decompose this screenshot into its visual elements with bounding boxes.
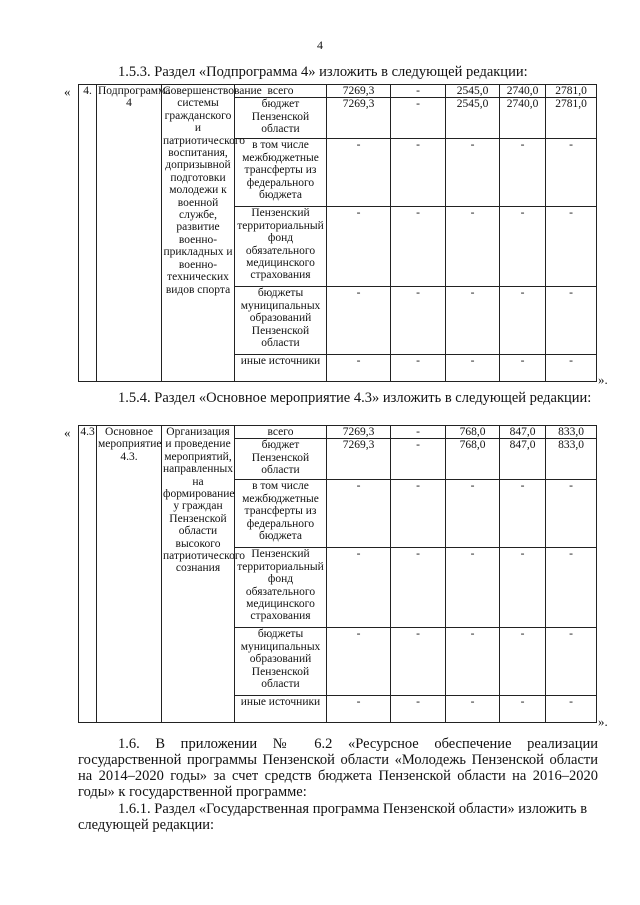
program-name: Основное мероприятие 4.3. (97, 426, 162, 723)
value-cell: - (500, 139, 546, 207)
value-cell: - (500, 480, 546, 548)
value-cell: 847,0 (500, 426, 546, 439)
value-cell: - (546, 628, 597, 696)
program-description: Совершенствование системы гражданского и патриотического воспитания, допризывной подготовки молодежи к военной службе, развитие военно-прикладных и военно-технических видов спорта (162, 85, 235, 355)
source-cell: Пензенский территориальный фонд обязательного медицинского страхования (235, 548, 327, 628)
value-cell: - (500, 548, 546, 628)
value-cell: 7269,3 (327, 85, 391, 98)
source-cell: иные источники (235, 696, 327, 723)
value-cell: 833,0 (546, 439, 597, 480)
value-cell: - (327, 696, 391, 723)
program-description: Организация и проведение мероприятий, направленных на формирование у граждан Пензенской области высокого патриотического сознания (162, 426, 235, 723)
value-cell: - (391, 628, 446, 696)
value-cell: - (500, 207, 546, 287)
value-cell: 7269,3 (327, 439, 391, 480)
value-cell: - (500, 696, 546, 723)
value-cell: - (391, 85, 446, 98)
row-number: 4. (79, 85, 97, 382)
paragraph-1-6: 1.6. В приложении № 6.2 «Ресурсное обеспечение реализации государственной программы Пензенской области «Молодежь Пензенской области на 2014–2020 годы» за счет средств бюджета Пензенской области на 2016–2020 годы» к государственной программе: (78, 736, 598, 800)
value-cell: - (546, 480, 597, 548)
value-cell: - (546, 287, 597, 355)
value-cell: 2781,0 (546, 85, 597, 98)
value-cell: - (391, 480, 446, 548)
source-cell: бюджет Пензенской области (235, 98, 327, 139)
page-number: 4 (317, 38, 323, 52)
value-cell: - (546, 139, 597, 207)
quote-open-1: « (64, 84, 71, 99)
value-cell: - (546, 355, 597, 382)
value-cell: 7269,3 (327, 426, 391, 439)
program-name: Подпрограмма 4 (97, 85, 162, 382)
source-cell: в том числе межбюджетные трансферты из федерального бюджета (235, 139, 327, 207)
value-cell: - (391, 426, 446, 439)
value-cell: 833,0 (546, 426, 597, 439)
source-cell: Пензенский территориальный фонд обязательного медицинского страхования (235, 207, 327, 287)
source-cell: всего (235, 426, 327, 439)
value-cell: - (391, 355, 446, 382)
value-cell: - (391, 696, 446, 723)
table-main-activity-4-3 (78, 425, 597, 723)
value-cell: 2545,0 (446, 85, 500, 98)
value-cell: 2740,0 (500, 85, 546, 98)
value-cell: 2781,0 (546, 98, 597, 139)
value-cell: - (327, 207, 391, 287)
value-cell: - (327, 548, 391, 628)
value-cell: - (446, 548, 500, 628)
value-cell: - (391, 139, 446, 207)
value-cell: - (446, 287, 500, 355)
value-cell: - (327, 139, 391, 207)
value-cell: - (391, 439, 446, 480)
source-cell: в том числе межбюджетные трансферты из федерального бюджета (235, 480, 327, 548)
quote-close-1: ». (598, 372, 608, 387)
heading-1-5-4: 1.5.4. Раздел «Основное мероприятие 4.3» изложить в следующей редакции: (118, 390, 592, 406)
value-cell: - (546, 207, 597, 287)
quote-close-2: ». (598, 714, 608, 729)
value-cell: - (446, 696, 500, 723)
value-cell: - (546, 548, 597, 628)
value-cell: - (327, 355, 391, 382)
value-cell: - (546, 696, 597, 723)
description-continuation (162, 355, 235, 382)
value-cell: - (446, 139, 500, 207)
value-cell: - (500, 287, 546, 355)
value-cell: - (327, 480, 391, 548)
value-cell: 847,0 (500, 439, 546, 480)
value-cell: - (391, 207, 446, 287)
source-cell: бюджеты муниципальных образований Пензенской области (235, 628, 327, 696)
heading-1-5-3: 1.5.3. Раздел «Подпрограмма 4» изложить в следующей редакции: (118, 64, 528, 80)
value-cell: 768,0 (446, 426, 500, 439)
value-cell: 7269,3 (327, 98, 391, 139)
value-cell: - (446, 207, 500, 287)
source-cell: иные источники (235, 355, 327, 382)
source-cell: всего (235, 85, 327, 98)
value-cell: - (327, 287, 391, 355)
row-number: 4.3 (79, 426, 97, 723)
value-cell: 2545,0 (446, 98, 500, 139)
paragraph-1-6-1: 1.6.1. Раздел «Государственная программа Пензенской области» изложить в следующей редакции: (78, 801, 588, 833)
value-cell: - (500, 355, 546, 382)
source-cell: бюджеты муниципальных образований Пензенской области (235, 287, 327, 355)
value-cell: - (446, 628, 500, 696)
quote-open-2: « (64, 425, 71, 440)
value-cell: - (500, 628, 546, 696)
source-cell: бюджет Пензенской области (235, 439, 327, 480)
value-cell: 2740,0 (500, 98, 546, 139)
value-cell: - (391, 287, 446, 355)
value-cell: - (327, 628, 391, 696)
value-cell: - (446, 355, 500, 382)
table-subprogram-4 (78, 84, 597, 382)
value-cell: - (446, 480, 500, 548)
value-cell: 768,0 (446, 439, 500, 480)
value-cell: - (391, 98, 446, 139)
value-cell: - (391, 548, 446, 628)
